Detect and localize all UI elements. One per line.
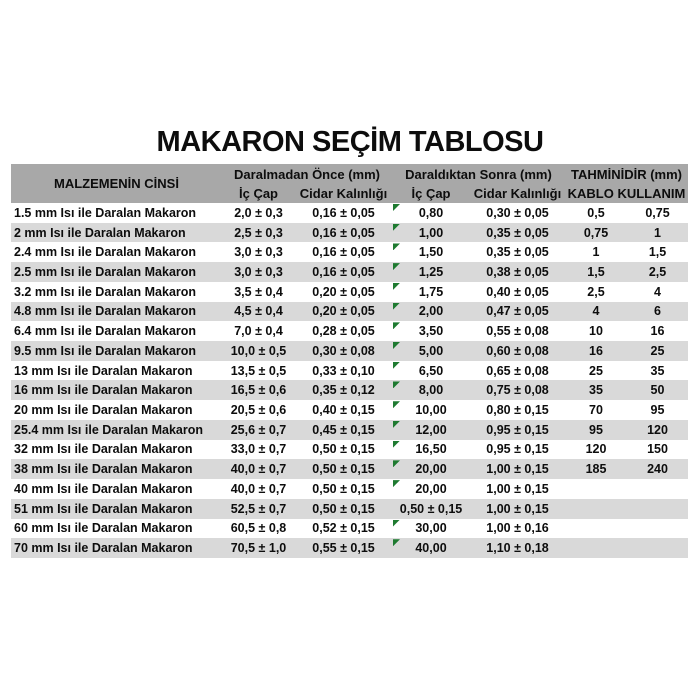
inner-diameter-before-cell: 7,0 ± 0,4 bbox=[234, 324, 283, 339]
wall-thickness-after-cell: 0,95 ± 0,15 bbox=[486, 442, 549, 457]
table-container bbox=[11, 164, 688, 558]
table-row bbox=[11, 223, 688, 243]
excel-error-flag-icon bbox=[393, 243, 400, 250]
wall-thickness-before-cell: 0,50 ± 0,15 bbox=[295, 459, 392, 479]
header-cable-usage: KABLO KULLANIM bbox=[565, 184, 688, 203]
header-group-before-shrink: Daralmadan Önce (mm) bbox=[222, 164, 392, 184]
cable-usage-max-cell: 2,5 bbox=[627, 262, 688, 282]
table-row bbox=[11, 499, 688, 519]
table-row bbox=[11, 519, 688, 539]
cable-usage-min-cell: 0,5 bbox=[587, 205, 605, 220]
cable-usage-min-cell: 10 bbox=[589, 324, 603, 339]
cable-usage-max-cell: 0,75 bbox=[645, 205, 670, 220]
inner-diameter-after-cell: 1,25 bbox=[392, 262, 470, 282]
inner-diameter-after-cell: 8,00 bbox=[392, 380, 470, 400]
inner-diameter-before-cell: 33,0 ± 0,7 bbox=[230, 442, 287, 457]
cable-usage-min-cell: 185 bbox=[565, 459, 627, 479]
wall-thickness-before-cell: 0,50 ± 0,15 bbox=[312, 442, 375, 457]
cable-usage-max-cell bbox=[627, 499, 688, 519]
table-row bbox=[11, 538, 688, 558]
wall-thickness-after-cell: 1,10 ± 0,18 bbox=[470, 538, 565, 558]
inner-diameter-after-cell: 12,00 bbox=[392, 420, 470, 440]
inner-diameter-before-cell: 25,6 ± 0,7 bbox=[222, 420, 295, 440]
material-name-cell: 51 mm Isı ile Daralan Makaron bbox=[11, 499, 222, 519]
cable-usage-min-cell: 16 bbox=[565, 341, 627, 361]
wall-thickness-before-cell: 0,16 ± 0,05 bbox=[295, 262, 392, 282]
table-row bbox=[11, 242, 688, 262]
material-name-cell: 2 mm Isı ile Daralan Makaron bbox=[11, 223, 222, 243]
inner-diameter-before-cell: 70,5 ± 1,0 bbox=[222, 538, 295, 558]
cable-usage-max-cell: 95 bbox=[650, 403, 665, 418]
inner-diameter-after-cell: 20,00 bbox=[392, 459, 470, 479]
inner-diameter-after-cell: 1,00 bbox=[392, 223, 470, 243]
table-row bbox=[11, 321, 688, 341]
inner-diameter-before-cell: 13,5 ± 0,5 bbox=[230, 363, 287, 378]
cable-usage-min-cell: 4 bbox=[565, 302, 627, 322]
table-row bbox=[11, 203, 688, 223]
cable-usage-max-cell: 1,5 bbox=[648, 245, 667, 260]
cable-usage-max-cell: 120 bbox=[627, 420, 688, 440]
inner-diameter-before-cell: 3,5 ± 0,4 bbox=[234, 284, 283, 299]
material-name-cell: 6.4 mm Isı ile Daralan Makaron bbox=[14, 324, 197, 339]
material-name-cell: 25.4 mm Isı ile Daralan Makaron bbox=[11, 420, 222, 440]
cable-usage-max-cell: 25 bbox=[627, 341, 688, 361]
wall-thickness-after-cell: 0,40 ± 0,05 bbox=[486, 284, 549, 299]
cable-usage-min-cell bbox=[565, 499, 627, 519]
excel-error-flag-icon bbox=[393, 224, 400, 231]
header-group-estimate: TAHMİNİDİR (mm) bbox=[565, 164, 688, 184]
excel-error-flag-icon bbox=[393, 263, 400, 270]
cable-usage-min-cell: 70 bbox=[589, 403, 603, 418]
cable-usage-max-cell: 6 bbox=[627, 302, 688, 322]
cable-usage-max-cell: 4 bbox=[654, 284, 661, 299]
excel-error-flag-icon bbox=[393, 421, 400, 428]
wall-thickness-before-cell: 0,16 ± 0,05 bbox=[295, 223, 392, 243]
header-inner-diameter-after: İç Çap bbox=[392, 184, 470, 203]
inner-diameter-after-cell: 6,50 bbox=[392, 361, 470, 381]
wall-thickness-before-cell: 0,35 ± 0,12 bbox=[295, 380, 392, 400]
table-row bbox=[11, 400, 688, 420]
cable-usage-min-cell: 1 bbox=[592, 245, 600, 260]
cable-usage-min-cell bbox=[565, 479, 627, 499]
cable-usage-max-cell: 50 bbox=[627, 380, 688, 400]
material-name-cell: 2.4 mm Isı ile Daralan Makaron bbox=[14, 245, 197, 260]
table-row bbox=[11, 262, 688, 282]
cable-usage-min-cell: 25 bbox=[589, 363, 603, 378]
wall-thickness-before-cell: 0,20 ± 0,05 bbox=[295, 302, 392, 322]
cable-usage-min-cell: 1,5 bbox=[565, 262, 627, 282]
wall-thickness-after-cell: 0,47 ± 0,05 bbox=[470, 302, 565, 322]
inner-diameter-after-cell: 5,00 bbox=[392, 341, 470, 361]
cable-usage-max-cell bbox=[627, 519, 688, 539]
cable-usage-min-cell: 35 bbox=[565, 380, 627, 400]
material-name-cell: 32 mm Isı ile Daralan Makaron bbox=[14, 442, 193, 457]
material-name-cell: 38 mm Isı ile Daralan Makaron bbox=[11, 459, 222, 479]
excel-error-flag-icon bbox=[393, 204, 400, 211]
material-name-cell: 9.5 mm Isı ile Daralan Makaron bbox=[11, 341, 222, 361]
inner-diameter-before-cell: 4,5 ± 0,4 bbox=[222, 302, 295, 322]
inner-diameter-before-cell: 10,0 ± 0,5 bbox=[222, 341, 295, 361]
inner-diameter-before-cell: 60,5 ± 0,8 bbox=[230, 521, 287, 536]
excel-error-flag-icon bbox=[393, 342, 400, 349]
excel-error-flag-icon bbox=[393, 441, 400, 448]
inner-diameter-after-cell: 1,75 bbox=[392, 282, 470, 302]
inner-diameter-after-cell: 1,50 bbox=[392, 242, 470, 262]
inner-diameter-before-cell: 52,5 ± 0,7 bbox=[222, 499, 295, 519]
table-row bbox=[11, 479, 688, 499]
inner-diameter-before-cell: 3,0 ± 0,3 bbox=[222, 262, 295, 282]
wall-thickness-after-cell: 0,60 ± 0,08 bbox=[470, 341, 565, 361]
cable-usage-max-cell: 16 bbox=[650, 324, 665, 339]
table-row bbox=[11, 420, 688, 440]
wall-thickness-after-cell: 0,35 ± 0,05 bbox=[470, 223, 565, 243]
excel-error-flag-icon bbox=[393, 460, 400, 467]
wall-thickness-after-cell: 0,95 ± 0,15 bbox=[470, 420, 565, 440]
inner-diameter-after-cell: 10,00 bbox=[392, 400, 470, 420]
header-group-after-shrink: Daraldıktan Sonra (mm) bbox=[392, 164, 565, 184]
wall-thickness-before-cell: 0,30 ± 0,08 bbox=[295, 341, 392, 361]
wall-thickness-before-cell: 0,33 ± 0,10 bbox=[312, 363, 375, 378]
inner-diameter-before-cell: 40,0 ± 0,7 bbox=[230, 481, 287, 496]
table-row bbox=[11, 459, 688, 479]
wall-thickness-after-cell: 0,65 ± 0,08 bbox=[486, 363, 549, 378]
wall-thickness-before-cell: 0,20 ± 0,05 bbox=[312, 284, 375, 299]
header-wall-thickness-after: Cidar Kalınlığı bbox=[470, 184, 565, 203]
material-name-cell: 1.5 mm Isı ile Daralan Makaron bbox=[14, 205, 197, 220]
wall-thickness-after-cell: 0,35 ± 0,05 bbox=[486, 245, 549, 260]
inner-diameter-before-cell: 40,0 ± 0,7 bbox=[222, 459, 295, 479]
header-material-type: MALZEMENİN CİNSİ bbox=[11, 164, 222, 203]
excel-error-flag-icon bbox=[393, 539, 400, 546]
header-group-row bbox=[11, 164, 688, 184]
wall-thickness-before-cell: 0,16 ± 0,05 bbox=[312, 245, 375, 260]
excel-error-flag-icon bbox=[393, 520, 400, 527]
header-inner-diameter-before: İç Çap bbox=[222, 184, 295, 203]
excel-error-flag-icon bbox=[393, 401, 400, 408]
wall-thickness-before-cell: 0,45 ± 0,15 bbox=[295, 420, 392, 440]
table-row bbox=[11, 341, 688, 361]
wall-thickness-before-cell: 0,50 ± 0,15 bbox=[295, 499, 392, 519]
material-name-cell: 13 mm Isı ile Daralan Makaron bbox=[14, 363, 193, 378]
material-name-cell: 4.8 mm Isı ile Daralan Makaron bbox=[11, 302, 222, 322]
table-row bbox=[11, 361, 688, 381]
cable-usage-max-cell bbox=[627, 479, 688, 499]
cable-usage-max-cell: 240 bbox=[627, 459, 688, 479]
inner-diameter-before-cell: 20,5 ± 0,6 bbox=[230, 403, 287, 418]
inner-diameter-after-cell: 0,80 bbox=[392, 203, 470, 223]
cable-usage-min-cell bbox=[565, 519, 627, 539]
cable-usage-max-cell: 150 bbox=[647, 442, 668, 457]
inner-diameter-after-cell: 0,50 ± 0,15 bbox=[392, 499, 470, 519]
page-title: MAKARON SEÇİM TABLOSU bbox=[156, 126, 544, 158]
inner-diameter-after-cell: 30,00 bbox=[392, 519, 470, 539]
cable-usage-max-cell bbox=[627, 538, 688, 558]
cable-usage-min-cell: 120 bbox=[585, 442, 607, 457]
cable-usage-max-cell: 35 bbox=[650, 363, 665, 378]
material-name-cell: 40 mm Isı ile Daralan Makaron bbox=[14, 481, 193, 496]
table-row bbox=[11, 440, 688, 460]
material-name-cell: 70 mm Isı ile Daralan Makaron bbox=[11, 538, 222, 558]
excel-error-flag-icon bbox=[393, 322, 400, 329]
cable-usage-min-cell: 95 bbox=[565, 420, 627, 440]
table-body bbox=[11, 203, 688, 558]
wall-thickness-before-cell: 0,28 ± 0,05 bbox=[312, 324, 375, 339]
wall-thickness-after-cell: 0,80 ± 0,15 bbox=[486, 403, 549, 418]
cable-usage-min-cell: 2,5 bbox=[587, 284, 605, 299]
makaron-selection-table bbox=[11, 164, 688, 558]
inner-diameter-before-cell: 16,5 ± 0,6 bbox=[222, 380, 295, 400]
wall-thickness-after-cell: 1,00 ± 0,15 bbox=[486, 481, 549, 496]
table-row bbox=[11, 282, 688, 302]
inner-diameter-before-cell: 2,0 ± 0,3 bbox=[234, 205, 283, 220]
wall-thickness-after-cell: 0,30 ± 0,05 bbox=[486, 205, 549, 220]
wall-thickness-after-cell: 0,38 ± 0,05 bbox=[470, 262, 565, 282]
wall-thickness-after-cell: 1,00 ± 0,15 bbox=[470, 459, 565, 479]
wall-thickness-before-cell: 0,52 ± 0,15 bbox=[312, 521, 375, 536]
wall-thickness-before-cell: 0,16 ± 0,05 bbox=[312, 205, 375, 220]
cable-usage-min-cell: 0,75 bbox=[565, 223, 627, 243]
inner-diameter-after-cell: 16,50 bbox=[392, 440, 470, 460]
material-name-cell: 3.2 mm Isı ile Daralan Makaron bbox=[14, 284, 197, 299]
inner-diameter-after-cell: 20,00 bbox=[392, 479, 470, 499]
table-row bbox=[11, 302, 688, 322]
inner-diameter-before-cell: 3,0 ± 0,3 bbox=[234, 245, 283, 260]
cable-usage-min-cell bbox=[565, 538, 627, 558]
header-wall-thickness-before: Cidar Kalınlığı bbox=[295, 184, 392, 203]
wall-thickness-before-cell: 0,50 ± 0,15 bbox=[312, 481, 375, 496]
material-name-cell: 2.5 mm Isı ile Daralan Makaron bbox=[11, 262, 222, 282]
excel-error-flag-icon bbox=[393, 362, 400, 369]
inner-diameter-after-cell: 40,00 bbox=[392, 538, 470, 558]
wall-thickness-after-cell: 0,75 ± 0,08 bbox=[470, 380, 565, 400]
wall-thickness-after-cell: 1,00 ± 0,16 bbox=[486, 521, 549, 536]
inner-diameter-before-cell: 2,5 ± 0,3 bbox=[222, 223, 295, 243]
wall-thickness-before-cell: 0,40 ± 0,15 bbox=[312, 403, 375, 418]
excel-error-flag-icon bbox=[393, 381, 400, 388]
material-name-cell: 16 mm Isı ile Daralan Makaron bbox=[11, 380, 222, 400]
excel-error-flag-icon bbox=[393, 480, 400, 487]
material-name-cell: 60 mm Isı ile Daralan Makaron bbox=[14, 521, 193, 536]
cable-usage-max-cell: 1 bbox=[627, 223, 688, 243]
inner-diameter-after-cell: 2,00 bbox=[392, 302, 470, 322]
inner-diameter-after-cell: 3,50 bbox=[392, 321, 470, 341]
excel-error-flag-icon bbox=[393, 283, 400, 290]
material-name-cell: 20 mm Isı ile Daralan Makaron bbox=[14, 403, 193, 418]
excel-error-flag-icon bbox=[393, 303, 400, 310]
table-header bbox=[11, 164, 688, 203]
wall-thickness-after-cell: 1,00 ± 0,15 bbox=[470, 499, 565, 519]
table-row bbox=[11, 380, 688, 400]
wall-thickness-before-cell: 0,55 ± 0,15 bbox=[295, 538, 392, 558]
wall-thickness-after-cell: 0,55 ± 0,08 bbox=[486, 324, 549, 339]
